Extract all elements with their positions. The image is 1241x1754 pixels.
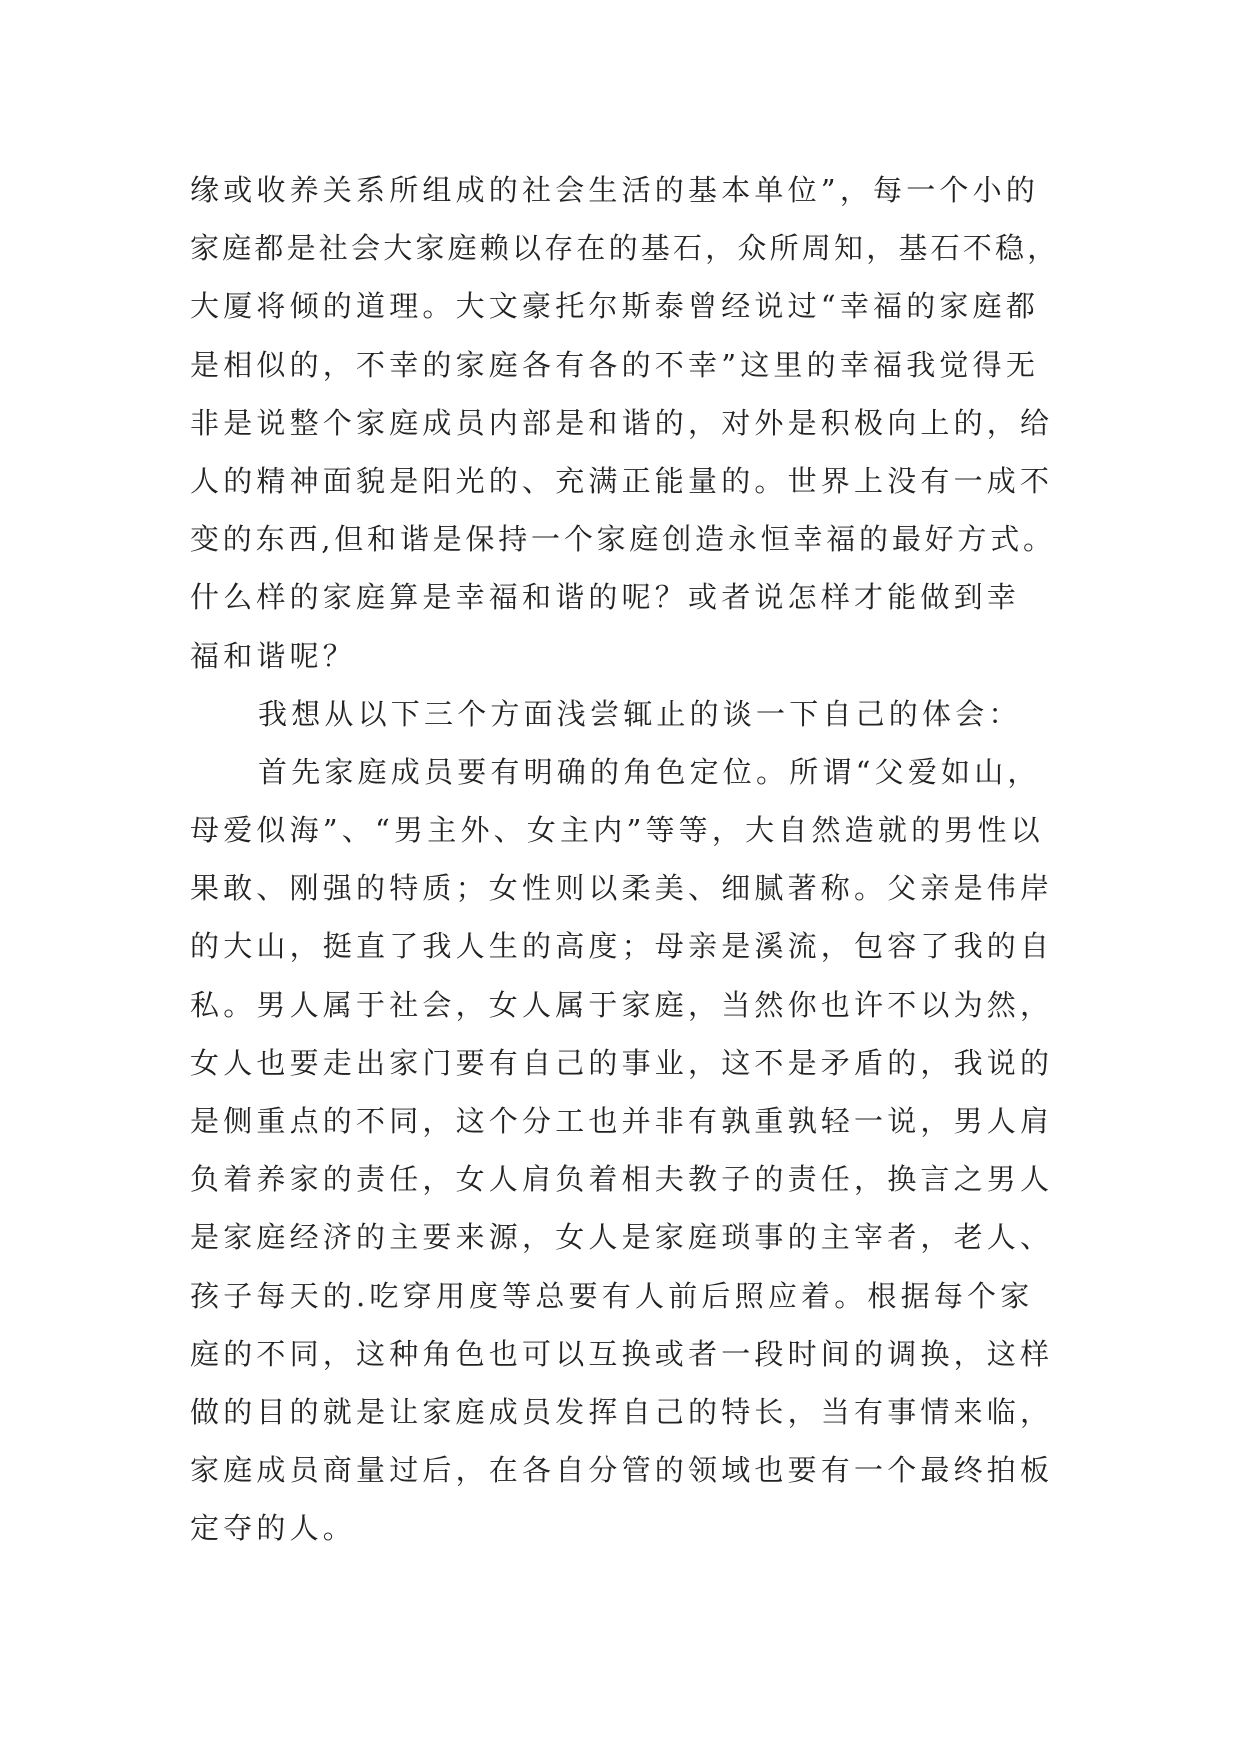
text-line: 庭的不同，这种角色也可以互换或者一段时间的调换，这样 xyxy=(190,1336,1054,1371)
text-line: 是相似的，不幸的家庭各有各的不幸”这里的幸福我觉得无 xyxy=(190,347,1040,382)
body-text xyxy=(190,161,1060,1558)
text-line: 首先家庭成员要有明确的角色定位。所谓“父爱如山， xyxy=(258,754,1041,789)
text-line: 定夺的人。 xyxy=(190,1511,357,1546)
text-line: 大厦将倾的道理。大文豪托尔斯泰曾经说过“幸福的家庭都 xyxy=(190,289,1040,324)
text-line: 女人也要走出家门要有自己的事业，这不是矛盾的，我说的 xyxy=(190,1045,1054,1080)
text-line: 的大山，挺直了我人生的高度；母亲是溪流，包容了我的自 xyxy=(190,929,1054,964)
text-line: 家庭成员商量过后，在各自分管的领域也要有一个最终拍板 xyxy=(190,1453,1054,1488)
text-line: 我想从以下三个方面浅尝辄止的谈一下自己的体会： xyxy=(258,696,1022,731)
text-line: 负着养家的责任，女人肩负着相夫教子的责任，换言之男人 xyxy=(190,1162,1054,1197)
text-line: 福和谐呢？ xyxy=(190,638,357,673)
text-line: 是家庭经济的主要来源，女人是家庭琐事的主宰者，老人、 xyxy=(190,1220,1054,1255)
text-line: 什么样的家庭算是幸福和谐的呢？或者说怎样才能做到幸 xyxy=(190,580,1021,615)
text-line: 母爱似海”、“男主外、女主内”等等，大自然造就的男性以 xyxy=(190,813,1044,848)
text-line: 非是说整个家庭成员内部是和谐的，对外是积极向上的，给 xyxy=(190,405,1054,440)
text-line: 缘或收养关系所组成的社会生活的基本单位”，每一个小的 xyxy=(190,173,1040,207)
text-line: 家庭都是社会大家庭赖以存在的基石，众所周知，基石不稳， xyxy=(190,231,1060,266)
text-line: 果敢、刚强的特质；女性则以柔美、细腻著称。父亲是伟岸 xyxy=(190,871,1054,906)
text-line: 是侧重点的不同，这个分工也并非有孰重孰轻一说，男人肩 xyxy=(190,1104,1054,1138)
text-line: 私。男人属于社会，女人属于家庭，当然你也许不以为然， xyxy=(190,987,1054,1022)
text-line: 孩子每天的.吃穿用度等总要有人前后照应着。根据每个家 xyxy=(190,1278,1034,1313)
text-line: 变的东西,但和谐是保持一个家庭创造永恒幸福的最好方式。 xyxy=(190,522,1056,557)
text-line: 做的目的就是让家庭成员发挥自己的特长，当有事情来临， xyxy=(190,1394,1054,1429)
text-line: 人的精神面貌是阳光的、充满正能量的。世界上没有一成不 xyxy=(190,463,1054,498)
